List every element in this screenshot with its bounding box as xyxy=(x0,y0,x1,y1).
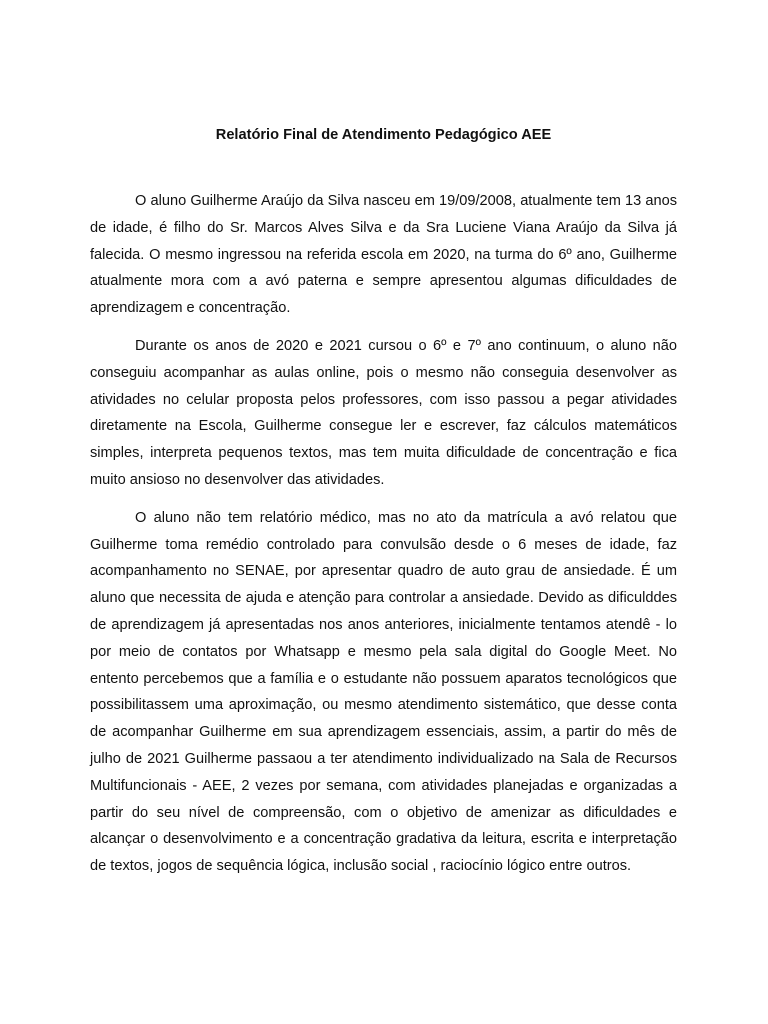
document-title: Relatório Final de Atendimento Pedagógico AEE xyxy=(215,127,552,143)
paragraph-1: O aluno Guilherme Araújo da Silva nasceu em 19/09/2008, atualmente tem 13 anos de idade, é filho do Sr. Marcos Alves Silva e da Sra Luciene Viana Araújo da Silva já falecida. O mesmo ingressou na referida escola em 2020, na turma do 6º ano, Guilherme atualmente mora com a avó paterna e sempre apresentou algumas dificuldades de aprendizagem e concentração. xyxy=(90,193,677,317)
paragraph-3: O aluno não tem relatório médico, mas no ato da matrícula a avó relatou que Guilherme toma remédio controlado para convulsão desde o 6 meses de idade, faz acompanhamento no SENAE, por apresentar quadro de auto grau de ansiedade. É um aluno que necessita de ajuda e atenção para controlar a ansiedade. Devido as dificulddes de aprendizagem já apresentadas nos anos anteriores, inicialmente tentamos atendê - lo por meio de contatos por Whatsapp e mesmo pela sala digital do Google Meet. No entento percebemos que a família e o estudante não possuem aparatos tecnológicos que possibilitassem uma aproximação, ou mesmo atendimento sistemático, que desse conta de acompanhar Guilherme em sua aprendizagem essenciais, assim, a partir do mês de julho de 2021 Guilherme passaou a ter atendimento individualizado na Sala de Recursos Multifuncionais - AEE, 2 vezes por semana, com atividades planejadas e organizadas a partir do seu nível de compreensão, com o objetivo de amenizar as dificuldades e alcançar o desenvolvimento e a concentração gradativa da leitura, escrita e interpretação de textos, jogos de sequência lógica, inclusão social , raciocínio lógico entre outros. xyxy=(90,509,677,875)
document-body xyxy=(90,188,677,891)
paragraph-2: Durante os anos de 2020 e 2021 cursou o 6º e 7º ano continuum, o aluno não conseguiu acompanhar as aulas online, pois o mesmo não conseguia desenvolver as atividades no celular proposta pelos professores, com isso passou a pegar atividades diretamente na Escola, Guilherme consegue ler e escrever, faz cálculos matemáticos simples, interpreta pequenos textos, mas tem muita dificuldade de concentração e fica muito ansioso no desenvolver das atividades. xyxy=(90,337,677,488)
